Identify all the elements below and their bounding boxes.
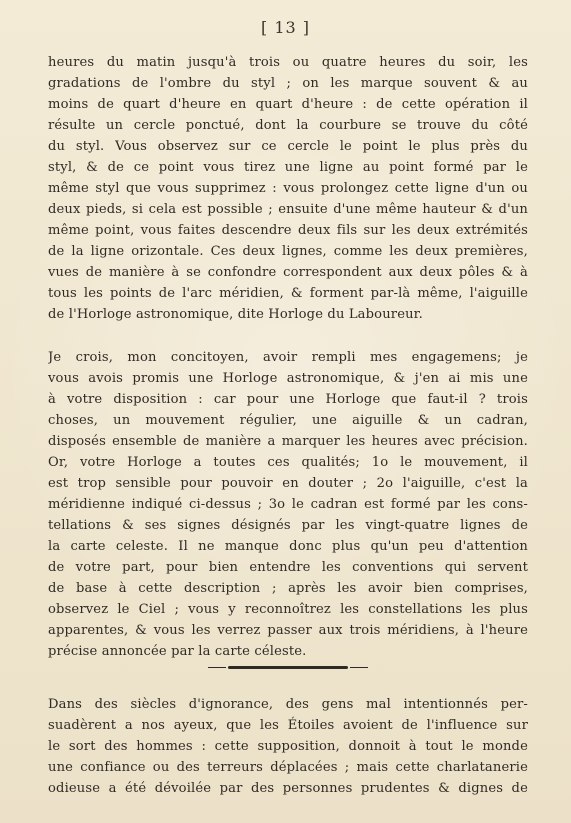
text-line: tellations & ses signes désignés par les vingt-quatre lignes de (48, 518, 528, 533)
text-line: observez le Ciel ; vous y reconnoîtrez les constellations les plus (48, 602, 528, 617)
text-line: une confiance ou des terreurs déplacées ; mais cette charlatanerie (48, 760, 528, 775)
text-line: à votre disposition : car pour une Horloge que faut-il ? trois (48, 392, 528, 407)
text-line: disposés ensemble de manière a marquer les heures avec précision. (48, 434, 528, 449)
text-line: de base à cette description ; après les avoir bien comprises, (48, 581, 528, 596)
text-line: vous avois promis une Horloge astronomique, & j'en ai mis une (48, 371, 528, 386)
paragraph-2 (48, 347, 528, 662)
text-line: précise annoncée par la carte céleste. (48, 644, 307, 659)
text-line: deux pieds, si cela est possible ; ensuite d'une même hauteur & d'un (48, 202, 528, 217)
text-line: apparentes, & vous les verrez passer aux trois méridiens, à l'heure (48, 623, 528, 638)
text-line: odieuse a été dévoilée par des personnes prudentes & dignes de (48, 781, 528, 796)
text-line: Dans des siècles d'ignorance, des gens mal intentionnés per- (48, 697, 528, 712)
text-line: suadèrent a nos ayeux, que les Étoiles avoient de l'influence sur (48, 718, 528, 733)
text-line: Je crois, mon concitoyen, avoir rempli mes engagemens; je (48, 350, 528, 365)
paragraph-3 (48, 694, 528, 799)
text-line: heures du matin jusqu'à trois ou quatre heures du soir, les (48, 55, 528, 70)
text-line: Or, votre Horloge a toutes ces qualités; 1o le mouvement, il (48, 455, 528, 470)
text-line: de l'Horloge astronomique, dite Horloge du Laboureur. (48, 307, 423, 322)
text-line: la carte celeste. Il ne manque donc plus qu'un peu d'attention (48, 539, 528, 554)
text-line: gradations de l'ombre du styl ; on les marque souvent & au (48, 76, 528, 91)
text-line: de la ligne orizontale. Ces deux lignes, comme les deux premières, (48, 244, 528, 259)
text-line: styl, & de ce point vous tirez une ligne au point formé par le (48, 160, 528, 175)
text-line: choses, un mouvement régulier, une aiguille & un cadran, (48, 413, 528, 428)
text-line: même point, vous faites descendre deux fils sur les deux extrémités (48, 223, 528, 238)
paragraph-1 (48, 52, 528, 325)
text-line: du styl. Vous observez sur ce cercle le point le plus près du (48, 139, 528, 154)
text-line: vues de manière à se confondre correspondent aux deux pôles & à (48, 265, 528, 280)
text-line: est trop sensible pour pouvoir en douter ; 2o l'aiguille, c'est la (48, 476, 528, 491)
text-line: même styl que vous supprimez : vous prolongez cette ligne d'un ou (48, 181, 528, 196)
text-line: tous les points de l'arc méridien, & forment par-là même, l'aiguille (48, 286, 528, 301)
text-line: le sort des hommes : cette supposition, donnoit à tout le monde (48, 739, 528, 754)
section-divider (228, 666, 348, 669)
page-number: [ 13 ] (260, 18, 310, 37)
text-line: résulte un cercle ponctué, dont la courbure se trouve du côté (48, 118, 528, 133)
text-line: méridienne indiqué ci-dessus ; 3o le cadran est formé par les cons- (48, 497, 528, 512)
text-line: de votre part, pour bien entendre les conventions qui servent (48, 560, 528, 575)
text-line: moins de quart d'heure en quart d'heure : de cette opération il (48, 97, 528, 112)
